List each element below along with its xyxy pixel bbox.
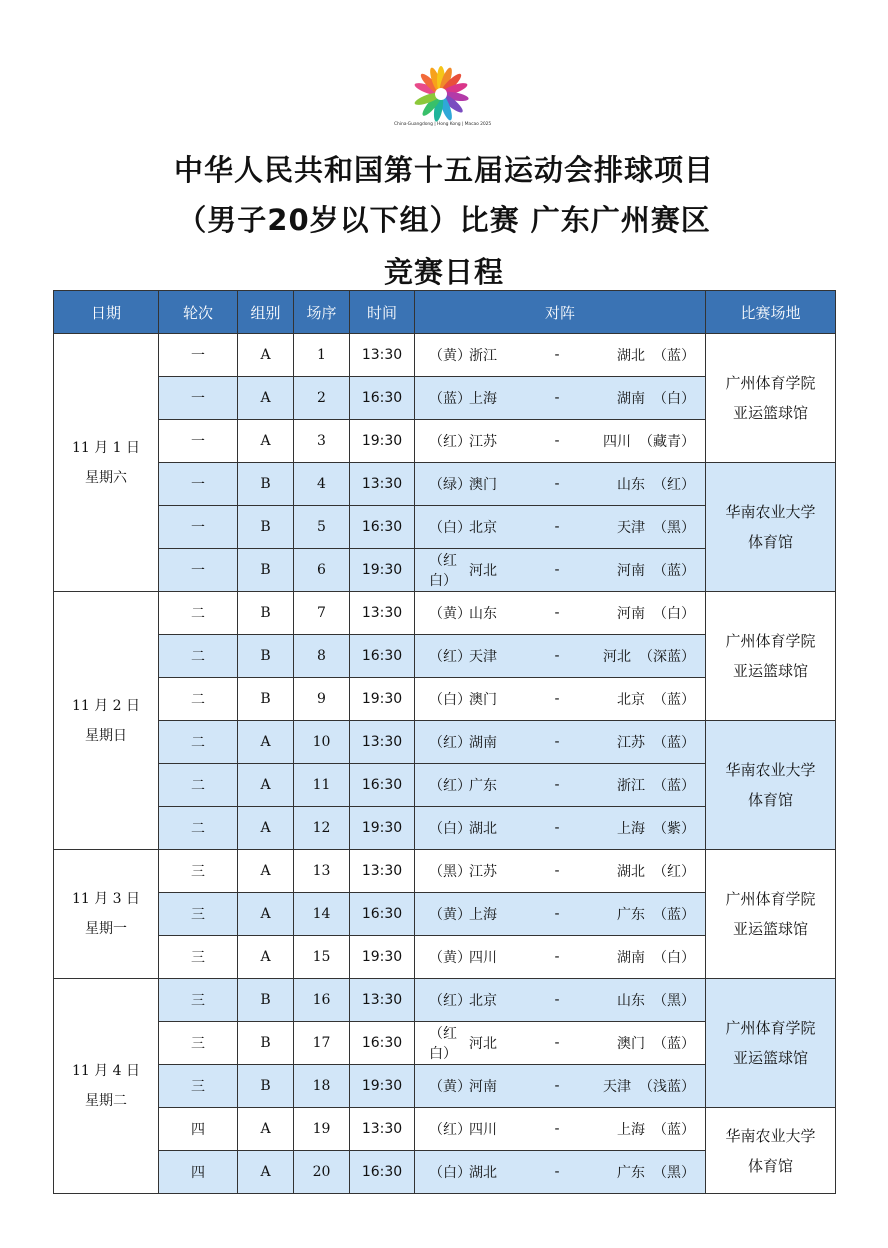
versus-dash: - [554, 562, 560, 578]
versus-dash: - [554, 1121, 560, 1137]
time-cell: 16:30 [350, 764, 415, 807]
home-jersey-color: （红） [429, 735, 471, 751]
group-cell: A [238, 721, 294, 764]
versus-dash: - [554, 390, 560, 406]
away-team: 澳门 [617, 1036, 645, 1052]
match-no-cell: 9 [294, 678, 350, 721]
header-matchup: 对阵 [415, 291, 706, 334]
group-cell: A [238, 1151, 294, 1194]
home-team: 湖南 [469, 735, 497, 751]
home-team: 上海 [469, 391, 497, 407]
away-team: 湖南 [617, 391, 645, 407]
home-jersey-color: （绿） [429, 477, 471, 493]
home-team: 河南 [469, 1079, 497, 1095]
home-jersey-color: （白） [429, 692, 471, 708]
matchup [415, 1119, 705, 1139]
away-team: 湖南 [617, 950, 645, 966]
matchup [415, 646, 705, 666]
home-team: 天津 [469, 649, 497, 665]
home-team: 北京 [469, 993, 497, 1009]
match-no-cell: 13 [294, 850, 350, 893]
round-cell: 一 [159, 549, 238, 592]
date-cell [54, 850, 159, 979]
away-jersey-color: （蓝） [653, 1122, 695, 1138]
home-jersey-color: （红） [429, 1122, 471, 1138]
away-team: 河南 [617, 563, 645, 579]
weekday-label: 星期日 [85, 727, 127, 744]
away-jersey-color: （蓝） [653, 692, 695, 708]
away-team: 广东 [617, 907, 645, 923]
away-team: 广东 [617, 1165, 645, 1181]
home-team: 浙江 [469, 348, 497, 364]
table-row [54, 979, 836, 1022]
home-jersey-color: （蓝） [429, 391, 471, 407]
matchup-cell [415, 1065, 706, 1108]
matchup-cell [415, 463, 706, 506]
venue-line-2: 亚运篮球馆 [732, 404, 808, 422]
versus-dash: - [554, 777, 560, 793]
away-jersey-color: （白） [653, 950, 695, 966]
round-cell: 四 [159, 1151, 238, 1194]
matchup-cell [415, 592, 706, 635]
matchup [415, 603, 705, 623]
home-team: 北京 [469, 520, 497, 536]
round-cell: 二 [159, 721, 238, 764]
matchup-cell [415, 721, 706, 764]
away-jersey-color: （藏青） [639, 434, 695, 450]
home-jersey-color: （黑） [429, 864, 471, 880]
match-no-cell: 20 [294, 1151, 350, 1194]
venue-cell [706, 1108, 836, 1194]
home-jersey-color: （红） [429, 434, 471, 450]
matchup [415, 904, 705, 924]
versus-dash: - [554, 347, 560, 363]
matchup [415, 775, 705, 795]
away-jersey-color: （红） [653, 477, 695, 493]
away-team: 天津 [603, 1079, 631, 1095]
home-team: 四川 [469, 950, 497, 966]
away-team: 山东 [617, 993, 645, 1009]
title-line-2: （男子20岁以下组）比赛 广东广州赛区 [177, 203, 711, 237]
time-cell: 16:30 [350, 893, 415, 936]
match-no-cell: 16 [294, 979, 350, 1022]
weekday-label: 星期六 [85, 469, 127, 486]
time-cell: 16:30 [350, 506, 415, 549]
matchup [415, 1162, 705, 1182]
table-row [54, 592, 836, 635]
round-cell: 一 [159, 463, 238, 506]
round-cell: 二 [159, 678, 238, 721]
matchup-cell [415, 635, 706, 678]
matchup [415, 689, 705, 709]
venue-cell [706, 592, 836, 721]
round-cell: 一 [159, 377, 238, 420]
time-cell: 13:30 [350, 721, 415, 764]
matchup [415, 947, 705, 967]
versus-dash: - [554, 992, 560, 1008]
venue-cell [706, 334, 836, 463]
date-label: 11 月 4 日 [71, 1063, 141, 1079]
weekday-label: 星期一 [85, 921, 127, 937]
time-cell: 19:30 [350, 807, 415, 850]
group-cell: B [238, 592, 294, 635]
matchup [415, 388, 705, 408]
matchup [415, 1023, 705, 1063]
home-team: 广东 [469, 778, 497, 794]
round-cell: 三 [159, 936, 238, 979]
group-cell: A [238, 764, 294, 807]
venue-cell [706, 979, 836, 1108]
away-jersey-color: （蓝） [653, 348, 695, 364]
match-no-cell: 8 [294, 635, 350, 678]
group-cell: A [238, 936, 294, 979]
venue-line-2: 体育馆 [747, 1156, 793, 1175]
matchup-cell [415, 420, 706, 463]
round-cell: 二 [159, 807, 238, 850]
versus-dash: - [554, 691, 560, 707]
group-cell: A [238, 893, 294, 936]
group-cell: B [238, 1065, 294, 1108]
away-team: 北京 [617, 692, 645, 708]
matchup-cell [415, 377, 706, 420]
group-cell: B [238, 463, 294, 506]
time-cell: 19:30 [350, 1065, 415, 1108]
match-no-cell: 1 [294, 334, 350, 377]
match-no-cell: 17 [294, 1022, 350, 1065]
group-cell: B [238, 979, 294, 1022]
header-row [54, 291, 836, 334]
home-jersey-color: （红白） [429, 553, 457, 589]
versus-dash: - [554, 820, 560, 836]
table-row [54, 721, 836, 764]
matchup-cell [415, 1108, 706, 1151]
header-venue: 比赛场地 [706, 291, 836, 334]
round-cell: 二 [159, 592, 238, 635]
away-team: 上海 [617, 1122, 645, 1138]
home-jersey-color: （白） [429, 1165, 471, 1181]
match-no-cell: 3 [294, 420, 350, 463]
round-cell: 一 [159, 334, 238, 377]
away-jersey-color: （黑） [653, 993, 695, 1009]
time-cell: 19:30 [350, 678, 415, 721]
group-cell: A [238, 1108, 294, 1151]
home-jersey-color: （黄） [429, 606, 471, 622]
versus-dash: - [554, 605, 560, 621]
home-team: 澳门 [469, 477, 497, 493]
home-jersey-color: （白） [429, 821, 471, 837]
home-team: 湖北 [469, 821, 497, 837]
home-team: 澳门 [469, 692, 497, 708]
venue-line-2: 亚运篮球馆 [732, 1049, 808, 1067]
away-team: 天津 [617, 520, 645, 536]
time-cell: 19:30 [350, 420, 415, 463]
home-team: 四川 [469, 1122, 497, 1138]
time-cell: 13:30 [350, 463, 415, 506]
match-no-cell: 5 [294, 506, 350, 549]
venue-line-1: 广州体育学院 [725, 632, 816, 650]
venue-cell [706, 850, 836, 979]
round-cell: 三 [159, 1065, 238, 1108]
matchup-cell [415, 979, 706, 1022]
matchup-cell [415, 850, 706, 893]
away-jersey-color: （白） [653, 391, 695, 407]
away-team: 湖北 [617, 864, 645, 880]
matchup [415, 474, 705, 494]
matchup [415, 818, 705, 838]
schedule-table [53, 290, 836, 1194]
home-team: 河北 [469, 563, 497, 579]
matchup-cell [415, 807, 706, 850]
away-jersey-color: （蓝） [653, 563, 695, 579]
time-cell: 13:30 [350, 592, 415, 635]
date-cell [54, 334, 159, 592]
weekday-label: 星期二 [85, 1093, 127, 1109]
venue-cell [706, 463, 836, 592]
matchup [415, 732, 705, 752]
away-team: 湖北 [617, 348, 645, 364]
matchup-cell [415, 549, 706, 592]
table-row [54, 850, 836, 893]
versus-dash: - [554, 433, 560, 449]
venue-line-1: 华南农业大学 [725, 1126, 816, 1145]
versus-dash: - [554, 906, 560, 922]
table-row [54, 1108, 836, 1151]
matchup [415, 431, 705, 451]
match-no-cell: 11 [294, 764, 350, 807]
home-team: 江苏 [469, 864, 497, 880]
matchup-cell [415, 1022, 706, 1065]
versus-dash: - [554, 863, 560, 879]
home-team: 上海 [469, 907, 497, 923]
home-jersey-color: （红白） [429, 1026, 457, 1062]
table-row [54, 334, 836, 377]
date-label: 11 月 1 日 [71, 439, 141, 456]
group-cell: A [238, 334, 294, 377]
group-cell: B [238, 678, 294, 721]
match-no-cell: 6 [294, 549, 350, 592]
away-jersey-color: （深蓝） [639, 649, 695, 665]
away-jersey-color: （蓝） [653, 1036, 695, 1052]
title-line-1: 中华人民共和国第十五届运动会排球项目 [173, 153, 714, 187]
title-line-3: 竞赛日程 [383, 255, 504, 289]
match-no-cell: 14 [294, 893, 350, 936]
match-no-cell: 18 [294, 1065, 350, 1108]
home-jersey-color: （黄） [429, 907, 471, 923]
date-label: 11 月 2 日 [71, 697, 141, 714]
versus-dash: - [554, 519, 560, 535]
home-team: 江苏 [469, 434, 497, 450]
away-team: 上海 [617, 821, 645, 837]
matchup [415, 990, 705, 1010]
away-team: 河北 [603, 649, 631, 665]
matchup [415, 861, 705, 881]
away-jersey-color: （红） [653, 864, 695, 880]
time-cell: 19:30 [350, 549, 415, 592]
group-cell: B [238, 549, 294, 592]
round-cell: 三 [159, 979, 238, 1022]
away-jersey-color: （蓝） [653, 778, 695, 794]
matchup [415, 1076, 705, 1096]
round-cell: 三 [159, 893, 238, 936]
away-jersey-color: （黑） [653, 1165, 695, 1181]
time-cell: 19:30 [350, 936, 415, 979]
venue-line-2: 体育馆 [747, 533, 793, 551]
group-cell: B [238, 506, 294, 549]
round-cell: 二 [159, 635, 238, 678]
home-jersey-color: （黄） [429, 1079, 471, 1095]
home-team: 湖北 [469, 1165, 497, 1181]
header-match-no: 场序 [294, 291, 350, 334]
away-jersey-color: （浅蓝） [639, 1079, 695, 1095]
versus-dash: - [554, 1035, 560, 1051]
matchup-cell [415, 936, 706, 979]
venue-line-1: 广州体育学院 [725, 890, 816, 908]
matchup [415, 550, 705, 590]
home-team: 山东 [469, 606, 497, 622]
match-no-cell: 19 [294, 1108, 350, 1151]
time-cell: 16:30 [350, 377, 415, 420]
versus-dash: - [554, 734, 560, 750]
round-cell: 三 [159, 1022, 238, 1065]
round-cell: 三 [159, 850, 238, 893]
time-cell: 13:30 [350, 1108, 415, 1151]
date-label: 11 月 3 日 [71, 891, 141, 907]
match-no-cell: 2 [294, 377, 350, 420]
time-cell: 16:30 [350, 1022, 415, 1065]
table-row [54, 463, 836, 506]
match-no-cell: 15 [294, 936, 350, 979]
group-cell: A [238, 377, 294, 420]
group-cell: A [238, 850, 294, 893]
home-jersey-color: （黄） [429, 348, 471, 364]
versus-dash: - [554, 1164, 560, 1180]
venue-line-2: 亚运篮球馆 [732, 920, 808, 938]
time-cell: 13:30 [350, 979, 415, 1022]
versus-dash: - [554, 1078, 560, 1094]
away-team: 四川 [603, 434, 631, 450]
home-team: 河北 [469, 1036, 497, 1052]
away-team: 山东 [617, 477, 645, 493]
away-jersey-color: （蓝） [653, 735, 695, 751]
group-cell: A [238, 420, 294, 463]
logo-caption: China·Guangdong | Hong Kong | Macao 2025 [394, 122, 492, 127]
date-cell [54, 592, 159, 850]
away-jersey-color: （紫） [653, 821, 695, 837]
away-jersey-color: （蓝） [653, 907, 695, 923]
header-round: 轮次 [159, 291, 238, 334]
away-team: 浙江 [617, 778, 645, 794]
home-jersey-color: （红） [429, 778, 471, 794]
home-jersey-color: （黄） [429, 950, 471, 966]
matchup-cell [415, 893, 706, 936]
round-cell: 一 [159, 420, 238, 463]
venue-line-1: 华南农业大学 [725, 503, 816, 521]
versus-dash: - [554, 476, 560, 492]
header-date: 日期 [54, 291, 159, 334]
versus-dash: - [554, 949, 560, 965]
home-jersey-color: （红） [429, 649, 471, 665]
venue-line-2: 体育馆 [747, 791, 793, 809]
matchup-cell [415, 506, 706, 549]
group-cell: B [238, 635, 294, 678]
round-cell: 四 [159, 1108, 238, 1151]
match-no-cell: 12 [294, 807, 350, 850]
round-cell: 二 [159, 764, 238, 807]
header-group: 组别 [238, 291, 294, 334]
matchup-cell [415, 1151, 706, 1194]
group-cell: A [238, 807, 294, 850]
time-cell: 16:30 [350, 1151, 415, 1194]
matchup [415, 345, 705, 365]
time-cell: 16:30 [350, 635, 415, 678]
match-no-cell: 10 [294, 721, 350, 764]
match-no-cell: 4 [294, 463, 350, 506]
home-jersey-color: （红） [429, 993, 471, 1009]
group-cell: B [238, 1022, 294, 1065]
matchup-cell [415, 764, 706, 807]
venue-cell [706, 721, 836, 850]
away-jersey-color: （黑） [653, 520, 695, 536]
matchup-cell [415, 678, 706, 721]
home-jersey-color: （白） [429, 520, 471, 536]
venue-line-2: 亚运篮球馆 [732, 662, 808, 680]
versus-dash: - [554, 648, 560, 664]
header-time: 时间 [350, 291, 415, 334]
venue-line-1: 广州体育学院 [725, 374, 816, 392]
venue-line-1: 华南农业大学 [725, 761, 816, 779]
away-jersey-color: （白） [653, 606, 695, 622]
away-team: 江苏 [617, 735, 645, 751]
time-cell: 13:30 [350, 334, 415, 377]
round-cell: 一 [159, 506, 238, 549]
away-team: 河南 [617, 606, 645, 622]
date-cell [54, 979, 159, 1194]
matchup-cell [415, 334, 706, 377]
time-cell: 13:30 [350, 850, 415, 893]
match-no-cell: 7 [294, 592, 350, 635]
matchup [415, 517, 705, 537]
venue-line-1: 广州体育学院 [725, 1019, 816, 1037]
